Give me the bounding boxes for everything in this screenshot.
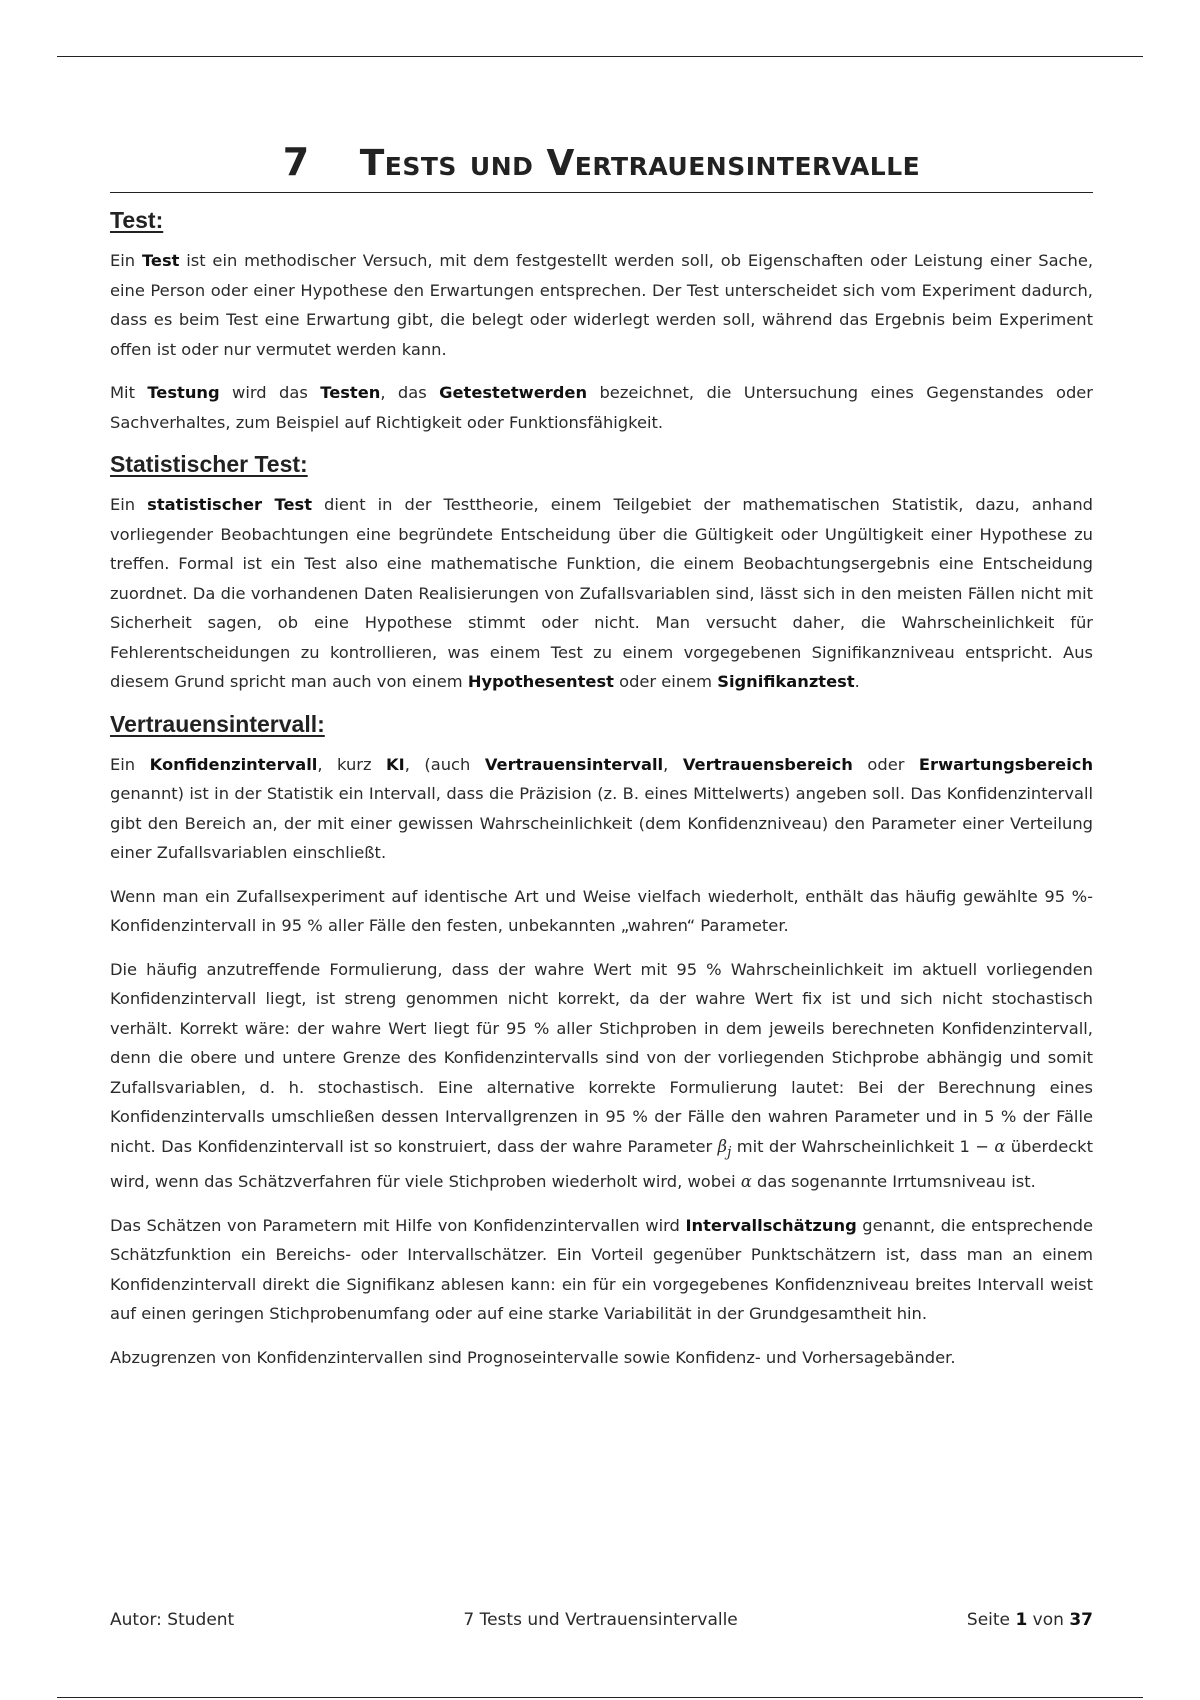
- chapter-heading: [110, 140, 1093, 193]
- chapter-title: Tests und Vertrauensintervalle: [359, 143, 921, 184]
- paragraph: Wenn man ein Zufallsexperiment auf identische Art und Weise vielfach wiederholt, enthält das häufig gewählte 95 %-Konfidenzintervall in 95 % aller Fälle den festen, unbekannten „wahren“ Parameter.: [110, 886, 1093, 935]
- math-beta: $\beta_j$: [717, 1136, 732, 1160]
- paragraph: Die häufig anzutreffende Formulierung, dass der wahre Wert mit 95 % Wahrscheinlichkeit im aktuell vorliegenden Konfidenzintervall liegt, ist streng genommen nicht korrekt, da der wahre Wert fix ist und sich nicht stochastisch verhält. Korrekt wäre: der wahre Wert liegt für 95 % aller Stichproben in dem jeweils berechneten Konfidenzintervall, denn die obere und untere Grenze des Konfidenzintervalls sind von der vorliegenden Stichprobe abhängig und somit Zufallsvariablen, d. h. stochastisch. Eine alternative korrekte Formulierung lautet: Bei der Berechnung eines Konfidenzintervalls umschließen dessen Intervallgrenzen in 95 % der Fälle den wahren Parameter und in 5 % der Fälle nicht. Das Konfidenzintervall ist so konstruiert, dass der wahre Parameter $\beta_j$ mit der Wahrscheinlichkeit 1 − α überdeckt wird, wenn das Schätzverfahren für viele Stichproben wiederholt wird, wobei α das sogenannte Irrtumsniveau ist.: [110, 959, 1093, 1192]
- math-alpha: α: [740, 1172, 752, 1192]
- footer-rule: [57, 1697, 1143, 1698]
- math-alpha: α: [994, 1136, 1006, 1156]
- header-rule: [57, 56, 1143, 57]
- footer-chapter: 7 Tests und Vertrauensintervalle: [463, 1610, 738, 1630]
- paragraph: Ein Test ist ein methodischer Versuch, mit dem festgestellt werden soll, ob Eigenschaften oder Leistung einer Sache, eine Person oder einer Hypothese den Erwartungen entsprechen. Der Test unterscheidet sich vom Experiment dadurch, dass es beim Test eine Erwartung gibt, die belegt oder widerlegt werden soll, während das Ergebnis beim Experiment offen ist oder nur vermutet werden kann.: [110, 251, 1094, 359]
- paragraph: Ein statistischer Test dient in der Testtheorie, einem Teilgebiet der mathematischen Statistik, dazu, anhand vorliegender Beobachtungen eine begründete Entscheidung über die Gültigkeit oder Ungültigkeit einer Hypothese zu treffen. Formal ist ein Test also eine mathematische Funktion, die einem Beobachtungsergebnis eine Entscheidung zuordnet. Da die vorhandenen Daten Realisierungen von Zufallsvariablen sind, lässt sich in den meisten Fällen nicht mit Sicherheit sagen, ob eine Hypothese stimmt oder nicht. Man versucht daher, die Wahrscheinlichkeit für Fehlerentscheidungen zu kontrollieren, was einem Test zu einem vorgegebenen Signifikanzniveau entspricht. Aus diesem Grund spricht man auch von einem Hypothesentest oder einem Signifikanztest.: [110, 495, 1094, 691]
- paragraph: Ein Konfidenzintervall, kurz KI, (auch Vertrauensintervall, Vertrauensbereich oder Erwartungsbereich genannt) ist in der Statistik ein Intervall, dass die Präzision (z. B. eines Mittelwerts) angeben soll. Das Konfidenzintervall gibt den Bereich an, der mit einer gewissen Wahrscheinlichkeit (dem Konfidenzniveau) den Parameter einer Verteilung einer Zufallsvariablen einschließt.: [110, 754, 1094, 862]
- footer-author: Autor: Student: [110, 1610, 235, 1630]
- section-heading-test: Test:: [110, 207, 164, 233]
- paragraph: Abzugrenzen von Konfidenzintervallen sind Prognoseintervalle sowie Konfidenz- und Vorhersagebänder.: [110, 1347, 956, 1367]
- chapter-number: 7: [282, 140, 310, 184]
- footer-page-number: Seite 1 von 37: [966, 1610, 1093, 1630]
- page-content: [110, 140, 1093, 1386]
- paragraph: Das Schätzen von Parametern mit Hilfe von Konfidenzintervallen wird Intervallschätzung genannt, die entsprechende Schätzfunktion ein Bereichs- oder Intervallschätzer. Ein Vorteil gegenüber Punktschätzern ist, dass man an einem Konfidenzintervall direkt die Signifikanz ablesen kann: ein für ein vorgegebenes Konfidenzniveau breites Intervall weist auf einen geringen Stichprobenumfang oder auf eine starke Variabilität in der Grundgesamtheit hin.: [110, 1215, 1093, 1324]
- page-footer: [110, 1610, 1093, 1630]
- section-heading-statistical-test: Statistischer Test:: [110, 451, 308, 477]
- paragraph: Mit Testung wird das Testen, das Getestetwerden bezeichnet, die Untersuchung eines Gegenstandes oder Sachverhaltes, zum Beispiel auf Richtigkeit oder Funktionsfähigkeit.: [110, 383, 1093, 432]
- section-heading-confidence-interval: Vertrauensintervall:: [110, 710, 325, 737]
